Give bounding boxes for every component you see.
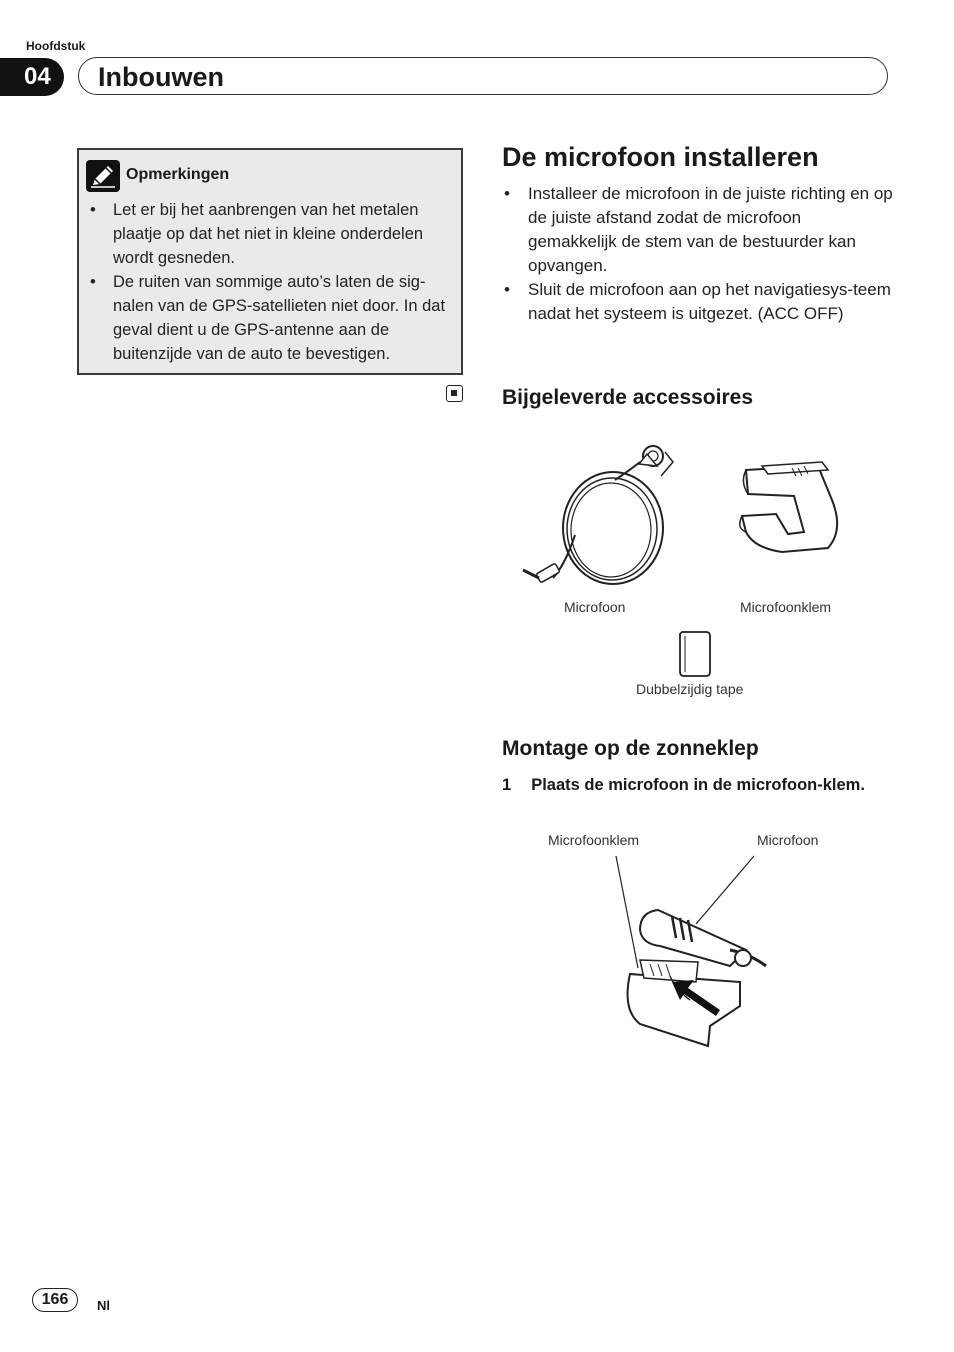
section-bullet: • Sluit de microfoon aan op het navigatiesys-teem nadat het systeem is uitgezet. (ACC OFF) [504, 278, 894, 326]
double-sided-tape-illustration [678, 630, 712, 678]
clamp-caption: Microfoonklem [740, 599, 832, 615]
chapter-title: Inbouwen [98, 62, 224, 92]
language-code: Nl [97, 1298, 110, 1313]
page-number: 166 [32, 1288, 78, 1312]
note-item: • De ruiten van sommige auto’s laten de sig-nalen van de GPS-satellieten niet door. In dat geval dient u de GPS-antenne aan de buitenzijde van de auto te bevestigen. [88, 270, 454, 366]
mounting-step [502, 773, 882, 797]
section-bullets [504, 182, 894, 326]
accessories-title: Bijgeleverde accessoires [502, 386, 753, 409]
microphone-illustration [515, 440, 685, 590]
section-end-icon [446, 385, 463, 402]
notes-list [88, 198, 454, 366]
clamp-label: Microfoonklem [548, 832, 640, 848]
chapter-number-badge: 04 [0, 58, 64, 96]
note-item: • Let er bij het aanbrengen van het metalen plaatje op dat het niet in kleine onderdelen wordt gesneden. [88, 198, 454, 270]
mounting-title: Montage op de zonneklep [502, 737, 759, 760]
step-number: 1 [502, 776, 512, 794]
microphone-clamp-illustration [732, 460, 852, 558]
notes-title: Opmerkingen [126, 166, 230, 183]
pencil-note-icon [86, 160, 120, 192]
mounting-illustration [600, 850, 780, 1060]
chapter-label: Hoofdstuk [26, 39, 86, 53]
step-text: Plaats de microfoon in de microfoon-klem. [531, 776, 865, 794]
microphone-caption: Microfoon [564, 599, 626, 615]
section-title: De microfoon installeren [502, 142, 819, 172]
tape-caption: Dubbelzijdig tape [636, 681, 744, 697]
section-bullet: • Installeer de microfoon in de juiste richting en op de juiste afstand zodat de microfoon gemakkelijk de stem van de bestuurder kan opvangen. [504, 182, 894, 278]
microphone-label: Microfoon [757, 832, 819, 848]
